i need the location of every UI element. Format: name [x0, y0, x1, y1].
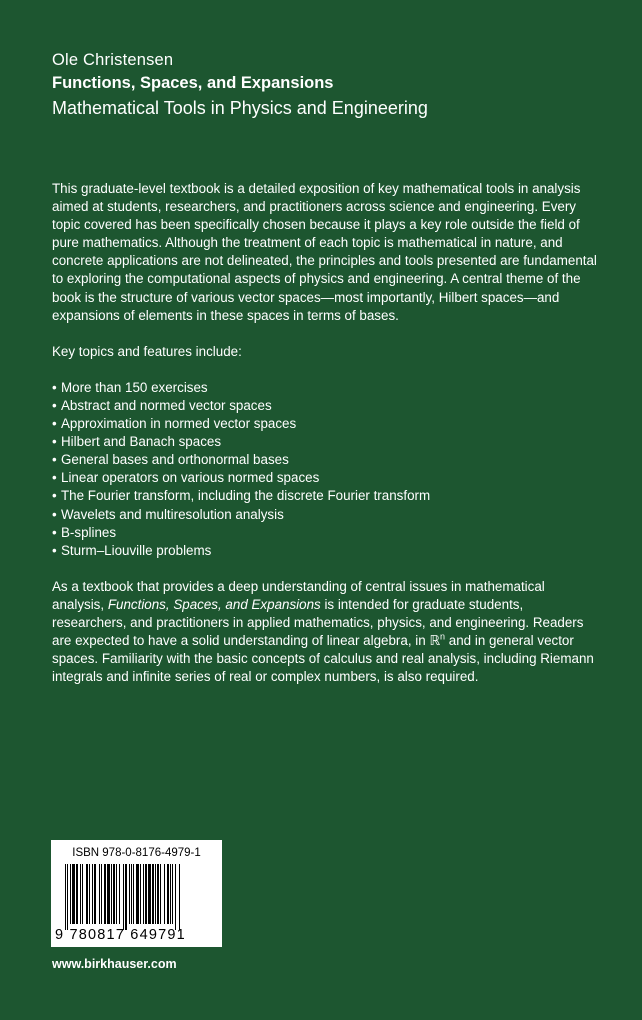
feature-text: General bases and orthonormal bases: [61, 452, 289, 468]
book-subtitle: Mathematical Tools in Physics and Engineering: [52, 98, 428, 118]
bullet-icon: •: [52, 452, 57, 468]
bullet-icon: •: [52, 506, 57, 522]
closing-text-3: and in general vector spaces. Familiarity with the basic concepts of calculus and real analysis, including Riemann integrals and infinite series of real or complex numbers, is also required.: [52, 633, 594, 685]
feature-item: [52, 542, 600, 560]
closing-text-1: As a textbook that provides a deep understanding of central issues in mathematical analysis,: [52, 578, 545, 612]
publisher-website: www.birkhauser.com: [52, 957, 177, 971]
intro-paragraph: This graduate-level textbook is a detailed exposition of key mathematical tools in analysis aimed at students, researchers, and practitioners across science and engineering. Every topic covered has been specifically chosen because it plays a key role outside the field of pure mathematics. Although the treatment of each topic is mathematical in nature, and concrete applications are not delineated, the principles and tools presented are fundamental to exploring the computational aspects of physics and engineering. A central theme of the book is the structure of various vector spaces—most importantly, Hilbert spaces—and expansions of elements in these spaces in terms of bases.: [52, 181, 597, 323]
bullet-icon: •: [52, 470, 57, 486]
feature-text: B-splines: [61, 524, 117, 540]
bullet-icon: •: [52, 524, 57, 540]
isbn-barcode: [51, 840, 222, 947]
feature-text: More than 150 exercises: [61, 379, 208, 395]
features-list: [52, 379, 600, 560]
feature-text: The Fourier transform, including the discrete Fourier transform: [61, 488, 431, 504]
bullet-icon: •: [52, 434, 57, 450]
feature-text: Hilbert and Banach spaces: [61, 434, 222, 450]
feature-item: [52, 506, 600, 524]
key-topics-heading: Key topics and features include:: [52, 343, 242, 359]
feature-text: Approximation in normed vector spaces: [61, 416, 297, 432]
feature-item: [52, 379, 600, 397]
bullet-icon: •: [52, 416, 57, 432]
book-description: [52, 180, 600, 686]
feature-text: Abstract and normed vector spaces: [61, 397, 272, 413]
author-name: Ole Christensen: [52, 51, 174, 69]
feature-item: [52, 433, 600, 451]
barcode-bars: [65, 864, 211, 926]
feature-text: Linear operators on various normed spaces: [61, 470, 320, 486]
closing-paragraph: [52, 578, 600, 687]
barcode-space: [180, 864, 181, 930]
feature-text: Sturm–Liouville problems: [61, 542, 212, 558]
closing-text-2: is intended for graduate students, researchers, and practitioners in applied mathematics, physics, and engineering. Readers are expected to have a solid understanding of linear algebra, in: [52, 596, 584, 649]
feature-item: [52, 524, 600, 542]
barcode-digits: 9 780817 649791: [55, 927, 186, 943]
feature-text: Wavelets and multiresolution analysis: [61, 506, 284, 522]
closing-book-title: Functions, Spaces, and Expansions: [107, 596, 321, 612]
feature-item: [52, 469, 600, 487]
bullet-icon: •: [52, 542, 57, 558]
feature-item: [52, 415, 600, 433]
feature-item: [52, 487, 600, 505]
math-superscript-n: n: [440, 631, 446, 642]
book-title: Functions, Spaces, and Expansions: [52, 74, 334, 92]
math-real-symbol: ℝ: [429, 633, 441, 649]
cover-header: [52, 49, 612, 120]
feature-item: [52, 397, 600, 415]
feature-item: [52, 451, 600, 469]
isbn-label: ISBN 978-0-8176-4979-1: [72, 847, 201, 859]
bullet-icon: •: [52, 379, 57, 395]
bullet-icon: •: [52, 397, 57, 413]
bullet-icon: •: [52, 488, 57, 504]
